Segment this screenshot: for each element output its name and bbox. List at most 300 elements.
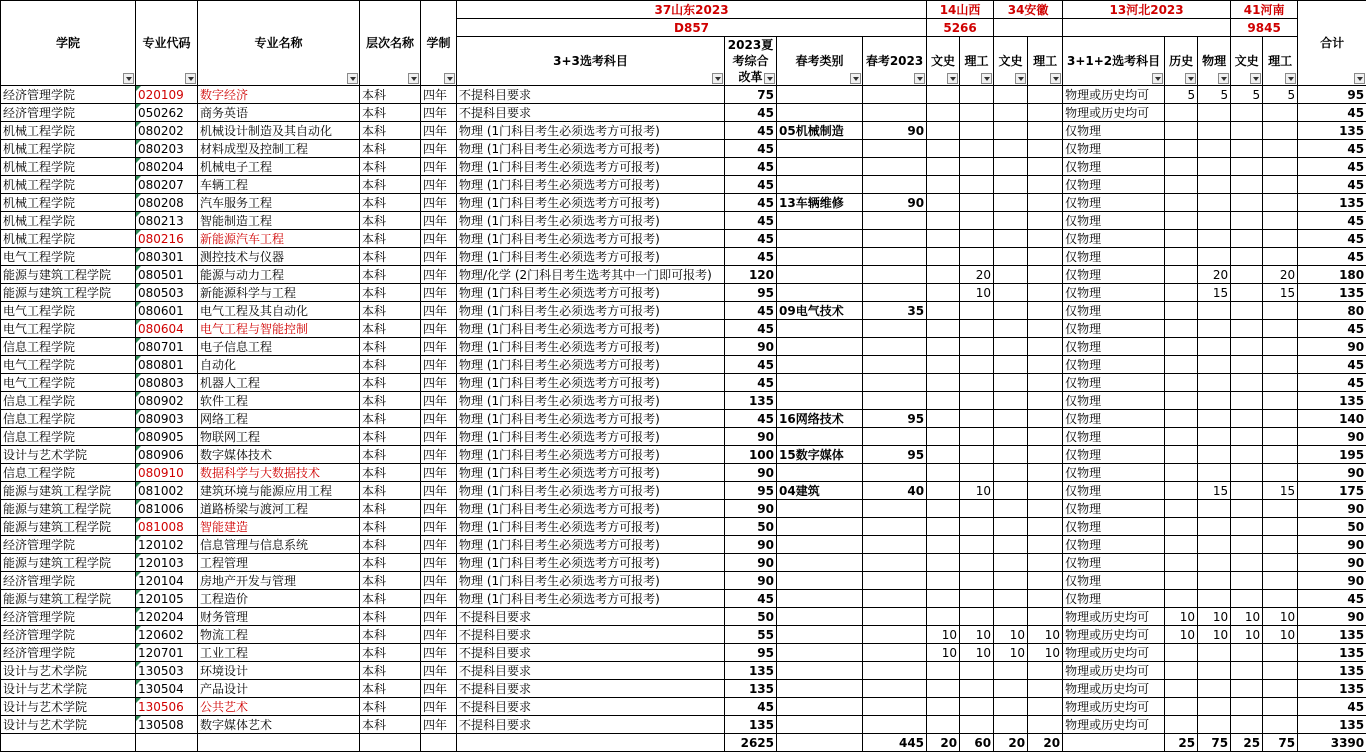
cell-duration[interactable]: 四年: [421, 356, 457, 374]
cell-major-code[interactable]: 081008: [136, 518, 198, 536]
col-header-subjects-333[interactable]: 3+3选考科目: [457, 37, 725, 86]
cell-anhui-wenshi[interactable]: [994, 698, 1028, 716]
cell-henan-wenshi[interactable]: [1231, 284, 1263, 302]
cell-shanxi-ligong[interactable]: [960, 248, 994, 266]
cell-shanxi-ligong[interactable]: [960, 104, 994, 122]
cell-subjects-312[interactable]: 仅物理: [1063, 302, 1165, 320]
cell-total[interactable]: 195: [1298, 446, 1366, 464]
cell-shanxi-wenshi[interactable]: [927, 428, 960, 446]
cell-anhui-ligong[interactable]: 10: [1028, 644, 1063, 662]
cell-hebei-lishi[interactable]: [1165, 104, 1198, 122]
cell-hebei-wuli[interactable]: [1198, 230, 1231, 248]
cell-anhui-ligong[interactable]: [1028, 716, 1063, 734]
cell-subjects-312[interactable]: 仅物理: [1063, 410, 1165, 428]
cell-henan-ligong[interactable]: [1263, 428, 1298, 446]
cell-hebei-wuli[interactable]: [1198, 518, 1231, 536]
cell-subjects-333[interactable]: 不提科目要求: [457, 662, 725, 680]
cell-subjects-312[interactable]: 仅物理: [1063, 158, 1165, 176]
cell-summer2023[interactable]: 45: [725, 122, 777, 140]
cell-major-code[interactable]: 080604: [136, 320, 198, 338]
cell-henan-wenshi[interactable]: 25: [1231, 734, 1263, 752]
col-header-subjects-312[interactable]: 3+1+2选考科目: [1063, 37, 1165, 86]
cell-major-code[interactable]: 120602: [136, 626, 198, 644]
cell-anhui-wenshi[interactable]: [994, 500, 1028, 518]
cell-college[interactable]: 电气工程学院: [1, 356, 136, 374]
cell-henan-ligong[interactable]: 75: [1263, 734, 1298, 752]
cell-summer2023[interactable]: 45: [725, 374, 777, 392]
cell-subjects-333[interactable]: 物理 (1门科目考生必须选考方可报考): [457, 212, 725, 230]
cell-subjects-312[interactable]: 仅物理: [1063, 140, 1165, 158]
filter-dropdown-icon[interactable]: [408, 73, 419, 84]
cell-hebei-wuli[interactable]: [1198, 248, 1231, 266]
col-header-college[interactable]: 学院: [1, 1, 136, 86]
cell-anhui-wenshi[interactable]: [994, 536, 1028, 554]
cell-duration[interactable]: 四年: [421, 284, 457, 302]
cell-subjects-312[interactable]: 仅物理: [1063, 554, 1165, 572]
cell-level[interactable]: 本科: [360, 266, 421, 284]
cell-spring-category[interactable]: [777, 320, 863, 338]
filter-dropdown-icon[interactable]: [1354, 73, 1365, 84]
cell-total[interactable]: 135: [1298, 680, 1366, 698]
cell-major-code[interactable]: 080601: [136, 302, 198, 320]
cell-total[interactable]: 135: [1298, 284, 1366, 302]
cell-subjects-333[interactable]: 物理 (1门科目考生必须选考方可报考): [457, 392, 725, 410]
cell-shanxi-ligong[interactable]: [960, 392, 994, 410]
cell-hebei-wuli[interactable]: [1198, 698, 1231, 716]
cell-summer2023[interactable]: 135: [725, 716, 777, 734]
cell-subjects-312[interactable]: 物理或历史均可: [1063, 698, 1165, 716]
cell-anhui-ligong[interactable]: [1028, 572, 1063, 590]
cell-shanxi-wenshi[interactable]: [927, 212, 960, 230]
cell-hebei-wuli[interactable]: [1198, 716, 1231, 734]
cell-anhui-ligong[interactable]: [1028, 104, 1063, 122]
cell-total[interactable]: 45: [1298, 158, 1366, 176]
cell-subjects-312[interactable]: 物理或历史均可: [1063, 86, 1165, 104]
cell-college[interactable]: 经济管理学院: [1, 608, 136, 626]
cell-henan-wenshi[interactable]: [1231, 356, 1263, 374]
cell-level[interactable]: 本科: [360, 356, 421, 374]
cell-major-code[interactable]: 130508: [136, 716, 198, 734]
cell-henan-ligong[interactable]: [1263, 176, 1298, 194]
cell-shanxi-wenshi[interactable]: [927, 338, 960, 356]
cell-level[interactable]: 本科: [360, 320, 421, 338]
filter-dropdown-icon[interactable]: [1050, 73, 1061, 84]
cell-subjects-312[interactable]: 仅物理: [1063, 464, 1165, 482]
cell-summer2023[interactable]: 45: [725, 104, 777, 122]
cell-summer2023[interactable]: 2625: [725, 734, 777, 752]
cell-duration[interactable]: 四年: [421, 608, 457, 626]
cell-henan-ligong[interactable]: [1263, 644, 1298, 662]
cell-hebei-lishi[interactable]: [1165, 374, 1198, 392]
cell-summer2023[interactable]: 135: [725, 662, 777, 680]
cell-summer2023[interactable]: 90: [725, 536, 777, 554]
cell-major-code[interactable]: 080203: [136, 140, 198, 158]
cell-hebei-wuli[interactable]: [1198, 446, 1231, 464]
cell-major-name[interactable]: 工程管理: [198, 554, 360, 572]
cell-shanxi-wenshi[interactable]: [927, 392, 960, 410]
cell-major-name[interactable]: 物流工程: [198, 626, 360, 644]
cell-spring2023[interactable]: [863, 428, 927, 446]
cell-henan-ligong[interactable]: [1263, 140, 1298, 158]
cell-subjects-312[interactable]: 物理或历史均可: [1063, 644, 1165, 662]
cell-spring-category[interactable]: [777, 536, 863, 554]
cell-subjects-312[interactable]: 仅物理: [1063, 518, 1165, 536]
cell-hebei-wuli[interactable]: 10: [1198, 608, 1231, 626]
cell-spring2023[interactable]: [863, 662, 927, 680]
cell-henan-ligong[interactable]: [1263, 446, 1298, 464]
cell-subjects-333[interactable]: 物理 (1门科目考生必须选考方可报考): [457, 500, 725, 518]
cell-major-code[interactable]: 080903: [136, 410, 198, 428]
filter-dropdown-icon[interactable]: [123, 73, 134, 84]
cell-henan-wenshi[interactable]: [1231, 176, 1263, 194]
cell-total[interactable]: 90: [1298, 464, 1366, 482]
cell-summer2023[interactable]: 55: [725, 626, 777, 644]
cell-shanxi-ligong[interactable]: [960, 662, 994, 680]
cell-duration[interactable]: 四年: [421, 392, 457, 410]
cell-major-code[interactable]: 080803: [136, 374, 198, 392]
cell-shanxi-wenshi[interactable]: [927, 482, 960, 500]
cell-summer2023[interactable]: 90: [725, 338, 777, 356]
cell-total[interactable]: 90: [1298, 572, 1366, 590]
cell-subjects-312[interactable]: 仅物理: [1063, 176, 1165, 194]
cell-major-code[interactable]: 080202: [136, 122, 198, 140]
cell-total[interactable]: 45: [1298, 374, 1366, 392]
cell-anhui-wenshi[interactable]: [994, 554, 1028, 572]
cell-level[interactable]: 本科: [360, 608, 421, 626]
cell-college[interactable]: 能源与建筑工程学院: [1, 482, 136, 500]
cell-major-code[interactable]: 130503: [136, 662, 198, 680]
cell-spring2023[interactable]: 90: [863, 122, 927, 140]
cell-henan-wenshi[interactable]: [1231, 410, 1263, 428]
cell-spring-category[interactable]: [777, 158, 863, 176]
cell-anhui-wenshi[interactable]: [994, 104, 1028, 122]
cell-duration[interactable]: 四年: [421, 644, 457, 662]
cell-college[interactable]: 信息工程学院: [1, 392, 136, 410]
cell-anhui-wenshi[interactable]: [994, 608, 1028, 626]
cell-henan-wenshi[interactable]: [1231, 716, 1263, 734]
cell-spring-category[interactable]: [777, 104, 863, 122]
cell-duration[interactable]: 四年: [421, 104, 457, 122]
cell-level[interactable]: 本科: [360, 500, 421, 518]
filter-dropdown-icon[interactable]: [1285, 73, 1296, 84]
cell-level[interactable]: 本科: [360, 284, 421, 302]
cell-subjects-333[interactable]: 物理 (1门科目考生必须选考方可报考): [457, 338, 725, 356]
cell-hebei-wuli[interactable]: [1198, 194, 1231, 212]
cell-college[interactable]: 经济管理学院: [1, 86, 136, 104]
cell-college[interactable]: [1, 734, 136, 752]
cell-shanxi-ligong[interactable]: [960, 320, 994, 338]
cell-hebei-wuli[interactable]: [1198, 356, 1231, 374]
cell-spring2023[interactable]: [863, 644, 927, 662]
cell-major-name[interactable]: 财务管理: [198, 608, 360, 626]
cell-level[interactable]: 本科: [360, 374, 421, 392]
cell-anhui-wenshi[interactable]: [994, 194, 1028, 212]
cell-major-code[interactable]: 120103: [136, 554, 198, 572]
cell-subjects-312[interactable]: 仅物理: [1063, 374, 1165, 392]
cell-hebei-wuli[interactable]: [1198, 302, 1231, 320]
cell-subjects-312[interactable]: 仅物理: [1063, 428, 1165, 446]
cell-major-name[interactable]: 新能源汽车工程: [198, 230, 360, 248]
cell-spring-category[interactable]: [777, 248, 863, 266]
cell-major-name[interactable]: 车辆工程: [198, 176, 360, 194]
cell-hebei-wuli[interactable]: [1198, 374, 1231, 392]
cell-subjects-333[interactable]: 物理 (1门科目考生必须选考方可报考): [457, 176, 725, 194]
cell-summer2023[interactable]: 90: [725, 554, 777, 572]
cell-anhui-ligong[interactable]: [1028, 482, 1063, 500]
cell-spring2023[interactable]: [863, 140, 927, 158]
cell-hebei-lishi[interactable]: [1165, 410, 1198, 428]
cell-anhui-wenshi[interactable]: [994, 266, 1028, 284]
cell-major-code[interactable]: 080801: [136, 356, 198, 374]
cell-college[interactable]: 信息工程学院: [1, 410, 136, 428]
cell-hebei-lishi[interactable]: 25: [1165, 734, 1198, 752]
cell-duration[interactable]: 四年: [421, 626, 457, 644]
cell-anhui-ligong[interactable]: [1028, 86, 1063, 104]
cell-summer2023[interactable]: 135: [725, 680, 777, 698]
cell-duration[interactable]: 四年: [421, 716, 457, 734]
cell-duration[interactable]: 四年: [421, 176, 457, 194]
cell-total[interactable]: 180: [1298, 266, 1366, 284]
cell-hebei-lishi[interactable]: 10: [1165, 626, 1198, 644]
cell-shanxi-ligong[interactable]: [960, 428, 994, 446]
cell-shanxi-wenshi[interactable]: [927, 230, 960, 248]
cell-level[interactable]: 本科: [360, 680, 421, 698]
cell-major-name[interactable]: 数字媒体技术: [198, 446, 360, 464]
cell-spring-category[interactable]: [777, 86, 863, 104]
cell-level[interactable]: 本科: [360, 590, 421, 608]
cell-henan-ligong[interactable]: [1263, 518, 1298, 536]
cell-subjects-333[interactable]: 物理 (1门科目考生必须选考方可报考): [457, 158, 725, 176]
cell-college[interactable]: 设计与艺术学院: [1, 446, 136, 464]
cell-summer2023[interactable]: 90: [725, 428, 777, 446]
cell-subjects-333[interactable]: 物理 (1门科目考生必须选考方可报考): [457, 230, 725, 248]
cell-anhui-wenshi[interactable]: [994, 158, 1028, 176]
cell-anhui-ligong[interactable]: [1028, 374, 1063, 392]
cell-duration[interactable]: 四年: [421, 698, 457, 716]
cell-shanxi-ligong[interactable]: 20: [960, 266, 994, 284]
cell-spring2023[interactable]: [863, 338, 927, 356]
cell-henan-wenshi[interactable]: [1231, 572, 1263, 590]
cell-level[interactable]: 本科: [360, 158, 421, 176]
cell-subjects-312[interactable]: 仅物理: [1063, 536, 1165, 554]
cell-henan-ligong[interactable]: [1263, 590, 1298, 608]
cell-subjects-333[interactable]: 物理 (1门科目考生必须选考方可报考): [457, 320, 725, 338]
cell-shanxi-ligong[interactable]: [960, 500, 994, 518]
cell-summer2023[interactable]: 90: [725, 500, 777, 518]
cell-shanxi-ligong[interactable]: [960, 158, 994, 176]
cell-total[interactable]: 175: [1298, 482, 1366, 500]
cell-henan-ligong[interactable]: [1263, 536, 1298, 554]
cell-hebei-wuli[interactable]: [1198, 590, 1231, 608]
cell-shanxi-ligong[interactable]: [960, 302, 994, 320]
cell-subjects-312[interactable]: 仅物理: [1063, 122, 1165, 140]
cell-hebei-lishi[interactable]: [1165, 590, 1198, 608]
cell-summer2023[interactable]: 50: [725, 518, 777, 536]
cell-subjects-333[interactable]: 不提科目要求: [457, 680, 725, 698]
cell-anhui-ligong[interactable]: [1028, 392, 1063, 410]
cell-spring2023[interactable]: 445: [863, 734, 927, 752]
cell-shanxi-ligong[interactable]: [960, 230, 994, 248]
cell-spring-category[interactable]: 16网络技术: [777, 410, 863, 428]
cell-level[interactable]: 本科: [360, 536, 421, 554]
cell-spring2023[interactable]: [863, 284, 927, 302]
cell-anhui-ligong[interactable]: [1028, 140, 1063, 158]
cell-hebei-lishi[interactable]: [1165, 338, 1198, 356]
cell-level[interactable]: 本科: [360, 194, 421, 212]
cell-anhui-wenshi[interactable]: [994, 518, 1028, 536]
cell-hebei-lishi[interactable]: [1165, 212, 1198, 230]
cell-spring-category[interactable]: 15数字媒体: [777, 446, 863, 464]
cell-subjects-333[interactable]: 物理 (1门科目考生必须选考方可报考): [457, 248, 725, 266]
cell-henan-ligong[interactable]: [1263, 716, 1298, 734]
cell-summer2023[interactable]: 95: [725, 644, 777, 662]
cell-anhui-ligong[interactable]: [1028, 464, 1063, 482]
cell-subjects-333[interactable]: 物理 (1门科目考生必须选考方可报考): [457, 554, 725, 572]
cell-total[interactable]: 90: [1298, 608, 1366, 626]
cell-major-code[interactable]: 080902: [136, 392, 198, 410]
cell-level[interactable]: 本科: [360, 446, 421, 464]
cell-henan-wenshi[interactable]: [1231, 680, 1263, 698]
cell-spring-category[interactable]: [777, 284, 863, 302]
cell-henan-ligong[interactable]: [1263, 572, 1298, 590]
cell-anhui-wenshi[interactable]: [994, 680, 1028, 698]
cell-spring2023[interactable]: [863, 680, 927, 698]
cell-college[interactable]: 经济管理学院: [1, 644, 136, 662]
cell-summer2023[interactable]: 95: [725, 482, 777, 500]
cell-spring2023[interactable]: [863, 374, 927, 392]
cell-hebei-wuli[interactable]: [1198, 410, 1231, 428]
cell-duration[interactable]: 四年: [421, 482, 457, 500]
cell-shanxi-ligong[interactable]: [960, 608, 994, 626]
cell-shanxi-wenshi[interactable]: [927, 266, 960, 284]
cell-spring2023[interactable]: 40: [863, 482, 927, 500]
cell-henan-ligong[interactable]: [1263, 104, 1298, 122]
cell-hebei-wuli[interactable]: 15: [1198, 482, 1231, 500]
cell-shanxi-ligong[interactable]: [960, 680, 994, 698]
cell-anhui-ligong[interactable]: [1028, 500, 1063, 518]
filter-dropdown-icon[interactable]: [981, 73, 992, 84]
cell-total[interactable]: 80: [1298, 302, 1366, 320]
cell-spring-category[interactable]: [777, 374, 863, 392]
cell-college[interactable]: 机械工程学院: [1, 140, 136, 158]
cell-hebei-wuli[interactable]: [1198, 320, 1231, 338]
col-header-henan-wenshi[interactable]: 文史: [1231, 37, 1263, 86]
cell-level[interactable]: 本科: [360, 302, 421, 320]
cell-henan-ligong[interactable]: 15: [1263, 284, 1298, 302]
cell-summer2023[interactable]: 45: [725, 590, 777, 608]
cell-summer2023[interactable]: 45: [725, 176, 777, 194]
cell-hebei-lishi[interactable]: [1165, 500, 1198, 518]
cell-subjects-312[interactable]: 仅物理: [1063, 230, 1165, 248]
cell-spring2023[interactable]: [863, 176, 927, 194]
cell-shanxi-wenshi[interactable]: 10: [927, 644, 960, 662]
cell-henan-wenshi[interactable]: [1231, 104, 1263, 122]
cell-anhui-wenshi[interactable]: [994, 572, 1028, 590]
cell-subjects-333[interactable]: 不提科目要求: [457, 716, 725, 734]
cell-subjects-333[interactable]: 不提科目要求: [457, 608, 725, 626]
cell-subjects-312[interactable]: 物理或历史均可: [1063, 662, 1165, 680]
cell-anhui-ligong[interactable]: [1028, 338, 1063, 356]
cell-summer2023[interactable]: 45: [725, 248, 777, 266]
cell-henan-ligong[interactable]: [1263, 680, 1298, 698]
cell-college[interactable]: 设计与艺术学院: [1, 698, 136, 716]
cell-hebei-wuli[interactable]: [1198, 644, 1231, 662]
cell-college[interactable]: 电气工程学院: [1, 374, 136, 392]
cell-spring2023[interactable]: 95: [863, 446, 927, 464]
cell-major-code[interactable]: 120204: [136, 608, 198, 626]
cell-subjects-333[interactable]: 不提科目要求: [457, 698, 725, 716]
cell-major-name[interactable]: 信息管理与信息系统: [198, 536, 360, 554]
cell-college[interactable]: 机械工程学院: [1, 158, 136, 176]
cell-subjects-333[interactable]: 物理 (1门科目考生必须选考方可报考): [457, 140, 725, 158]
cell-hebei-wuli[interactable]: [1198, 338, 1231, 356]
cell-level[interactable]: 本科: [360, 410, 421, 428]
col-header-level[interactable]: 层次名称: [360, 1, 421, 86]
cell-major-name[interactable]: 智能建造: [198, 518, 360, 536]
cell-shanxi-ligong[interactable]: [960, 554, 994, 572]
cell-henan-wenshi[interactable]: 10: [1231, 608, 1263, 626]
cell-level[interactable]: 本科: [360, 716, 421, 734]
cell-spring-category[interactable]: [777, 662, 863, 680]
cell-spring2023[interactable]: [863, 554, 927, 572]
cell-shanxi-ligong[interactable]: [960, 86, 994, 104]
cell-anhui-wenshi[interactable]: 20: [994, 734, 1028, 752]
cell-anhui-wenshi[interactable]: [994, 212, 1028, 230]
col-header-shanxi-wenshi[interactable]: 文史: [927, 37, 960, 86]
cell-shanxi-wenshi[interactable]: [927, 104, 960, 122]
cell-hebei-lishi[interactable]: [1165, 266, 1198, 284]
cell-anhui-ligong[interactable]: [1028, 176, 1063, 194]
col-header-duration[interactable]: 学制: [421, 1, 457, 86]
cell-major-code[interactable]: 080216: [136, 230, 198, 248]
cell-major-name[interactable]: 机器人工程: [198, 374, 360, 392]
cell-subjects-333[interactable]: 物理 (1门科目考生必须选考方可报考): [457, 410, 725, 428]
cell-henan-wenshi[interactable]: [1231, 230, 1263, 248]
cell-henan-ligong[interactable]: [1263, 698, 1298, 716]
cell-shanxi-wenshi[interactable]: [927, 572, 960, 590]
cell-anhui-ligong[interactable]: [1028, 194, 1063, 212]
cell-subjects-312[interactable]: 仅物理: [1063, 482, 1165, 500]
cell-henan-ligong[interactable]: [1263, 500, 1298, 518]
cell-henan-wenshi[interactable]: [1231, 392, 1263, 410]
cell-hebei-lishi[interactable]: 10: [1165, 608, 1198, 626]
cell-anhui-ligong[interactable]: [1028, 122, 1063, 140]
cell-subjects-312[interactable]: 仅物理: [1063, 320, 1165, 338]
cell-hebei-lishi[interactable]: [1165, 320, 1198, 338]
cell-shanxi-wenshi[interactable]: [927, 302, 960, 320]
cell-anhui-ligong[interactable]: [1028, 428, 1063, 446]
cell-shanxi-ligong[interactable]: [960, 212, 994, 230]
cell-spring-category[interactable]: [777, 176, 863, 194]
cell-anhui-ligong[interactable]: [1028, 266, 1063, 284]
cell-spring2023[interactable]: [863, 716, 927, 734]
cell-spring-category[interactable]: [777, 680, 863, 698]
cell-hebei-lishi[interactable]: [1165, 662, 1198, 680]
cell-shanxi-wenshi[interactable]: [927, 356, 960, 374]
cell-henan-ligong[interactable]: [1263, 302, 1298, 320]
cell-subjects-333[interactable]: 物理 (1门科目考生必须选考方可报考): [457, 464, 725, 482]
cell-anhui-wenshi[interactable]: [994, 284, 1028, 302]
cell-major-code[interactable]: 080301: [136, 248, 198, 266]
cell-major-name[interactable]: 能源与动力工程: [198, 266, 360, 284]
cell-shanxi-wenshi[interactable]: [927, 284, 960, 302]
filter-dropdown-icon[interactable]: [712, 73, 723, 84]
cell-college[interactable]: 经济管理学院: [1, 626, 136, 644]
cell-shanxi-wenshi[interactable]: [927, 176, 960, 194]
filter-dropdown-icon[interactable]: [914, 73, 925, 84]
cell-major-name[interactable]: 网络工程: [198, 410, 360, 428]
cell-summer2023[interactable]: 45: [725, 140, 777, 158]
